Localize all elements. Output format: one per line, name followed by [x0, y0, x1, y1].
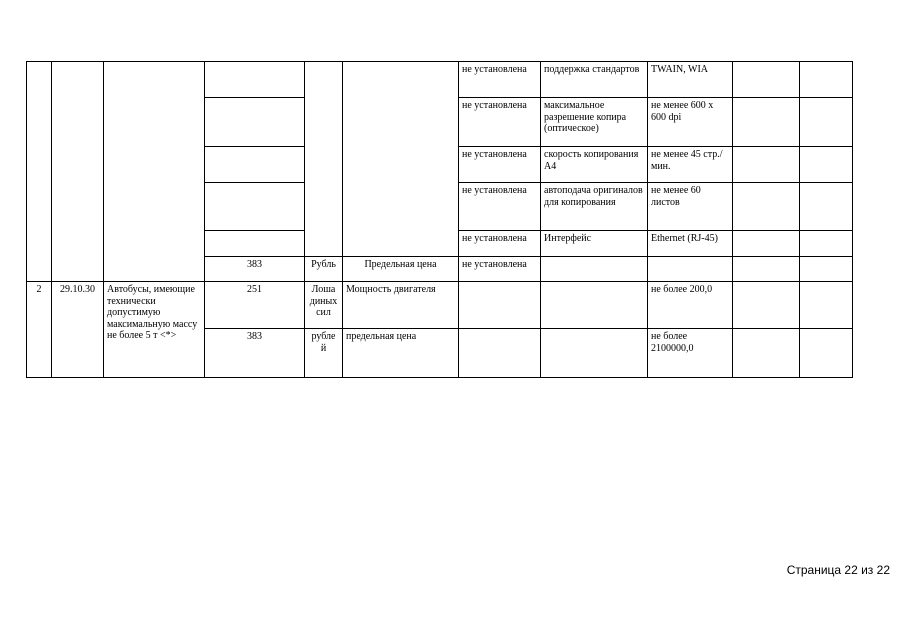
- cell-value: [648, 257, 733, 282]
- cell-code: 251: [205, 282, 305, 329]
- cell-name: Автобусы, имеющие технически допустимую максимальную массу не более 5 т <*>: [104, 282, 205, 378]
- cell-name-empty: [104, 62, 205, 282]
- cell-char: максимальное разрешение копира (оптическое): [541, 98, 648, 147]
- cell-char-empty: [343, 62, 459, 257]
- cell-extra: [800, 282, 853, 329]
- cell-extra: [800, 147, 853, 183]
- cell-value: не более 2100000,0: [648, 329, 733, 378]
- cell-code: 383: [205, 329, 305, 378]
- cell-code: 383: [205, 257, 305, 282]
- cell-extra: [800, 231, 853, 257]
- cell-value: не более 200,0: [648, 282, 733, 329]
- cell-char: [541, 329, 648, 378]
- cell-value: Ethernet (RJ-45): [648, 231, 733, 257]
- cell-extra: [733, 329, 800, 378]
- table-row: [27, 62, 853, 98]
- cell-unit: Рубль: [305, 257, 343, 282]
- cell-char: автоподача оригиналов для копирования: [541, 183, 648, 231]
- cell-char-name: Предельная цена: [343, 257, 459, 282]
- cell-kind: не установлена: [459, 257, 541, 282]
- cell-code: [205, 98, 305, 147]
- cell-kind: не установлена: [459, 231, 541, 257]
- cell-value: TWAIN, WIA: [648, 62, 733, 98]
- cell-unit-empty: [305, 62, 343, 257]
- cell-num-empty: [27, 62, 52, 282]
- cell-extra: [733, 282, 800, 329]
- cell-kind: не установлена: [459, 98, 541, 147]
- cell-code: [205, 62, 305, 98]
- cell-char: [541, 282, 648, 329]
- cell-kind: не установлена: [459, 183, 541, 231]
- page-number: Страница 22 из 22: [786, 563, 890, 577]
- cell-value: не менее 45 стр./мин.: [648, 147, 733, 183]
- table-row: [27, 282, 853, 329]
- cell-kind: не установлена: [459, 62, 541, 98]
- cell-char: скорость копирования А4: [541, 147, 648, 183]
- cell-extra: [733, 62, 800, 98]
- cell-unit: рубле й: [305, 329, 343, 378]
- cell-char-name: Мощность двигателя: [343, 282, 459, 329]
- cell-extra: [733, 147, 800, 183]
- cell-okpd-empty: [52, 62, 104, 282]
- cell-unit: Лоша диных сил: [305, 282, 343, 329]
- cell-num: 2: [27, 282, 52, 378]
- cell-code: [205, 147, 305, 183]
- cell-extra: [733, 257, 800, 282]
- cell-kind: [459, 282, 541, 329]
- cell-extra: [733, 231, 800, 257]
- cell-extra: [800, 183, 853, 231]
- cell-char-name: предельная цена: [343, 329, 459, 378]
- cell-extra: [733, 183, 800, 231]
- requirements-table: [26, 61, 853, 378]
- cell-char: [541, 257, 648, 282]
- cell-code: [205, 231, 305, 257]
- cell-extra: [800, 329, 853, 378]
- cell-extra: [800, 98, 853, 147]
- cell-value: не менее 600 x 600 dpi: [648, 98, 733, 147]
- cell-kind: не установлена: [459, 147, 541, 183]
- cell-char: поддержка стандартов: [541, 62, 648, 98]
- cell-code: [205, 183, 305, 231]
- cell-extra: [800, 62, 853, 98]
- cell-char: Интерфейс: [541, 231, 648, 257]
- cell-value: не менее 60 листов: [648, 183, 733, 231]
- cell-extra: [800, 257, 853, 282]
- cell-extra: [733, 98, 800, 147]
- cell-okpd: 29.10.30: [52, 282, 104, 378]
- cell-kind: [459, 329, 541, 378]
